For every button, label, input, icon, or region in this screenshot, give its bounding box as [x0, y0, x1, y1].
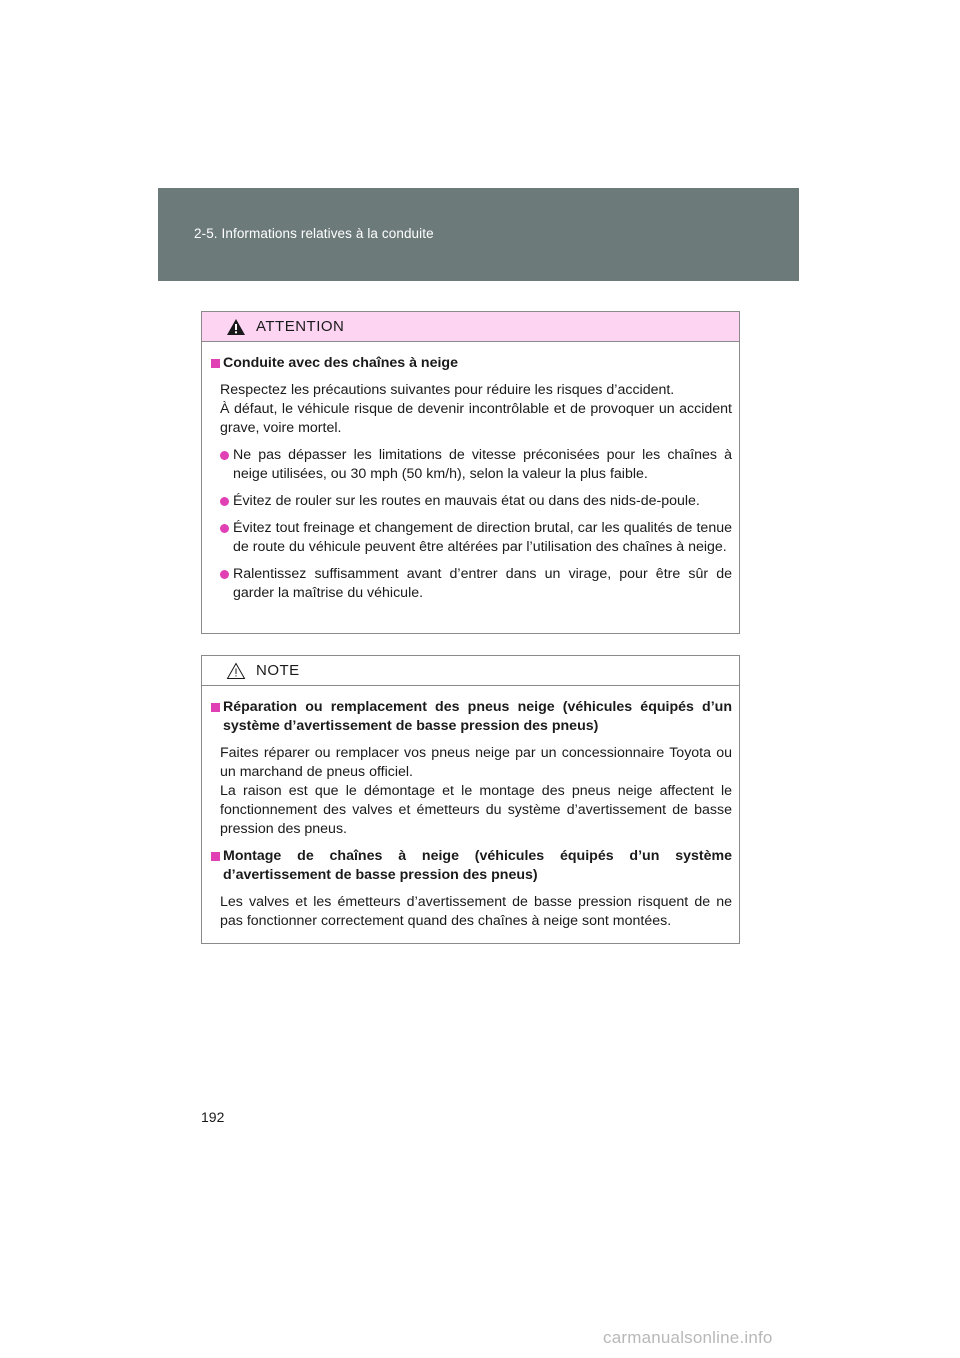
list-item [220, 446, 732, 484]
intro-line: Respectez les précautions suivantes pour réduire les risques d’accident. [220, 382, 675, 398]
section-paragraph [220, 744, 732, 839]
section-heading [211, 847, 732, 885]
section-heading [211, 698, 732, 736]
section-heading-text: Conduite avec des chaînes à neige [223, 355, 458, 371]
list-item [220, 565, 732, 603]
note-body [202, 686, 739, 931]
list-item-text: Ne pas dépasser les limitations de vitesse préconisées pour les chaînes à neige utilisées, ou 30 mph (50 km/h), selon la valeur la plus faible. [233, 447, 732, 482]
chapter-header [158, 188, 799, 281]
list-item-text: Ralentissez suffisamment avant d’entrer dans un virage, pour être sûr de garder la maîtrise du véhicule. [233, 566, 732, 601]
square-bullet-icon [211, 359, 220, 368]
round-bullet-icon [220, 524, 229, 533]
list-item-text: Évitez de rouler sur les routes en mauvais état ou dans des nids-de-poule. [233, 493, 700, 509]
round-bullet-icon [220, 570, 229, 579]
list-item [220, 519, 732, 557]
warning-triangle-filled-icon [226, 318, 246, 336]
attention-body [202, 342, 739, 603]
paragraph-line: Faites réparer ou remplacer vos pneus neige par un concessionnaire Toyota ou un marchand de pneus officiel. [220, 745, 732, 780]
note-header [202, 656, 739, 686]
attention-header [202, 312, 739, 342]
note-box [201, 655, 740, 944]
list-item-text: Évitez tout freinage et changement de direction brutal, car les qualités de tenue de route du véhicule peuvent être altérées par l’utilisation des chaînes à neige. [233, 520, 732, 555]
page-number: 192 [201, 1109, 225, 1125]
note-label: NOTE [256, 662, 300, 679]
chapter-title: 2-5. Informations relatives à la conduite [194, 226, 434, 241]
attention-box [201, 311, 740, 634]
watermark: carmanualsonline.info [603, 1328, 773, 1347]
square-bullet-icon [211, 703, 220, 712]
attention-label: ATTENTION [256, 318, 345, 335]
intro-paragraph [220, 381, 732, 438]
section-paragraph [220, 893, 732, 931]
square-bullet-icon [211, 852, 220, 861]
section-heading [211, 354, 732, 373]
section-heading-text: Réparation ou remplacement des pneus neige (véhicules équipés d’un système d’avertissement de basse pression des pneus) [223, 699, 732, 734]
intro-line: À défaut, le véhicule risque de devenir incontrôlable et de provoquer un accident grave, voire mortel. [220, 401, 732, 436]
paragraph-line: Les valves et les émetteurs d’avertissement de basse pression risquent de ne pas fonctionner correctement quand des chaînes à neige sont montées. [220, 894, 732, 929]
round-bullet-icon [220, 451, 229, 460]
warning-triangle-outline-icon [226, 662, 246, 680]
list-item [220, 492, 732, 511]
paragraph-line: La raison est que le démontage et le montage des pneus neige affectent le fonctionnement des valves et émetteurs du système d’avertissement de basse pression des pneus. [220, 783, 732, 837]
round-bullet-icon [220, 497, 229, 506]
section-heading-text: Montage de chaînes à neige (véhicules équipés d’un système d’avertissement de basse pression des pneus) [223, 848, 732, 883]
